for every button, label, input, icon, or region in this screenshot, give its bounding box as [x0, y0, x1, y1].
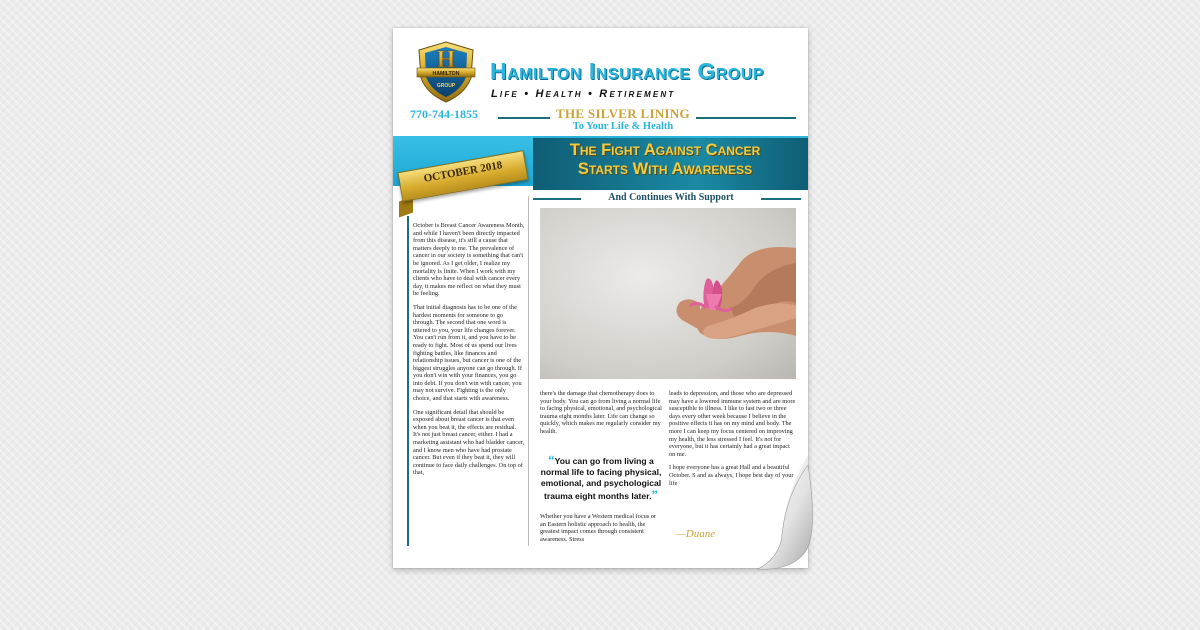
newsletter-subtitle: To Your Life & Health	[572, 121, 674, 132]
pull-quote-text: You can go from living a normal life to facing physical, emotional, and psychological trauma eight months later.	[540, 456, 662, 501]
svg-text:HAMILTON: HAMILTON	[432, 71, 460, 77]
article-subhead: And Continues With Support	[608, 192, 734, 203]
open-quote-icon: “	[548, 452, 555, 467]
article-column-left	[413, 222, 525, 483]
divider	[761, 198, 801, 200]
headline-line-2: Starts With Awareness	[577, 160, 753, 178]
close-quote-icon: ”	[651, 487, 658, 502]
paragraph: leads to depression, and those who are depressed may have a lowered immune system and are more susceptible to illness. I like to fast two or three days every other week because I believe in the positive effects it has on my mind and body. The more I can keep my focus centered on improving my health, the less stressed I feel. It's not for everyone, but it has certainly had a great impact on me.	[669, 390, 796, 458]
divider	[498, 117, 550, 119]
divider	[533, 198, 581, 200]
paragraph: Whether you have a Western medical focus or an Eastern holistic approach to health, the greatest impact comes through consistent awareness. Stress	[540, 513, 656, 543]
column-divider	[528, 196, 529, 546]
pull-quote	[540, 454, 662, 502]
paragraph: One significant detail that should be exposed about breast cancer is that even when you beat it, the effects are residual. It's not just breast cancer, either. I had a marketing assistant who had bladder cancer, and I know men who have had prostate cancer. But even if they beat it, they will continue to face daily challenges. On top of that,	[413, 408, 525, 477]
article-headline	[545, 141, 785, 179]
page-curl-icon	[730, 455, 820, 575]
article-column-middle	[540, 390, 662, 436]
paragraph: there's the damage that chemotherapy does to your body. You can go from living a normal life to facing physical, emotional, and psychological trauma eight months later. Life can change so quickly, which makes me regularly consider my health.	[540, 390, 662, 435]
paragraph: October is Breast Cancer Awareness Month, and while I haven't been directly impacted from this disease, it's still a cause that matters deeply to me. The prevalence of cancer in our society is something that can't be ignored. As I get older, I realize my mortality is finite. When I work with my clients who have to deal with cancer every day, it makes me reflect on what they must be feeling.	[413, 222, 525, 298]
hands-ribbon-illustration	[540, 208, 796, 379]
headline-line-1: The Fight Against Cancer	[569, 141, 761, 159]
divider	[696, 117, 796, 119]
phone-number: 770-744-1855	[410, 107, 478, 121]
company-name: Hamilton Insurance Group	[490, 58, 764, 84]
hands-ribbon-photo	[540, 208, 796, 379]
company-tagline: Life • Health • Retirement	[491, 88, 676, 100]
paragraph: I hope everyone has a great Hall and a beautiful October. S and as always, I hope best day of your life	[669, 464, 794, 487]
column-accent-line	[407, 216, 409, 546]
article-column-middle-continued	[540, 513, 662, 543]
paragraph: That initial diagnosis has to be one of the hardest moments for someone to go through. The second that one word is uttered to you, your life changes forever. You can't run from it, and you have to be ready to fight. Most of us spend our lives fighting battles, like finances and relationship issues, but cancer is one of the biggest struggles anyone can go through. If you don't win with your finances, you go into debt. If you don't win with cancer, you may not survive. Fighting is the only choice, and that starts with awareness.	[413, 303, 522, 403]
svg-text:H: H	[436, 47, 456, 73]
author-signature: —Duane	[676, 528, 716, 540]
shield-logo-icon	[415, 40, 477, 104]
issue-date: OCTOBER 2018	[422, 159, 504, 185]
newsletter-title: THE SILVER LINING	[556, 106, 690, 121]
svg-text:GROUP: GROUP	[436, 83, 456, 89]
